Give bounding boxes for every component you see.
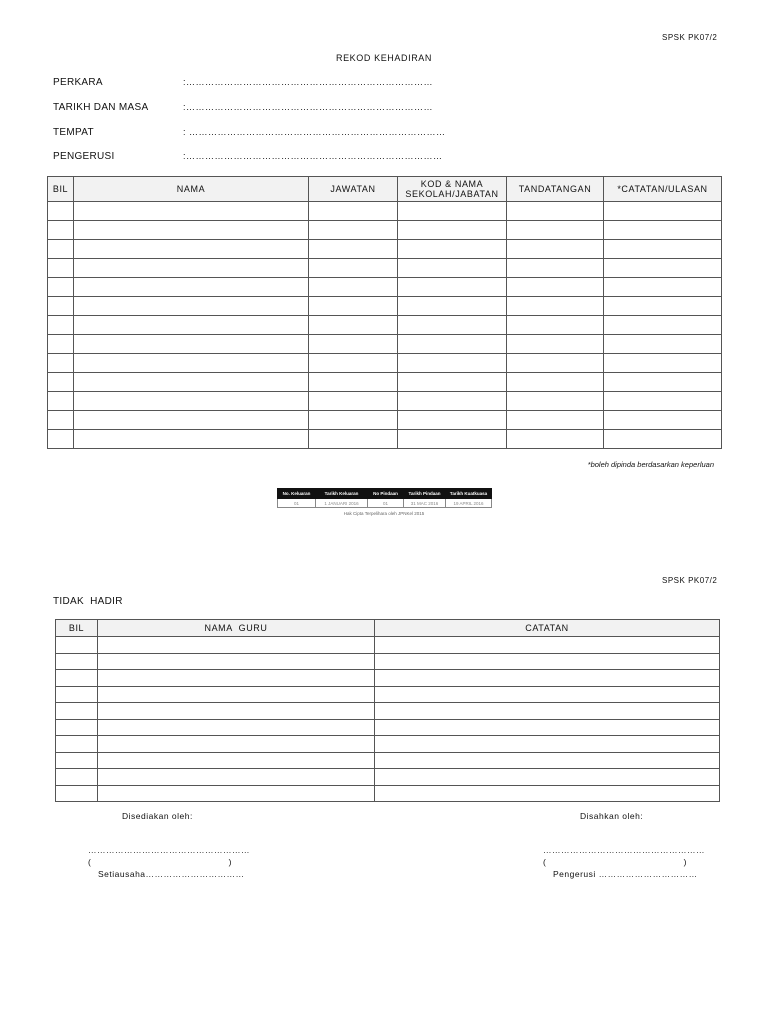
doc-code-page2: SPSK PK07/2	[662, 576, 718, 585]
table-row	[48, 354, 722, 373]
table-cell[interactable]	[604, 354, 722, 373]
table-cell[interactable]	[48, 411, 74, 430]
issue-value-tarikh-keluaran: 1 JANUARI 2016	[316, 499, 368, 508]
table-cell[interactable]	[398, 278, 507, 297]
table-cell[interactable]	[604, 373, 722, 392]
table-cell[interactable]	[375, 769, 720, 786]
table-cell[interactable]	[309, 240, 398, 259]
col-header-nama: NAMA	[74, 177, 309, 202]
table-row	[48, 259, 722, 278]
table-cell[interactable]	[98, 736, 375, 753]
absence-header-row	[56, 620, 720, 637]
table-cell[interactable]	[375, 736, 720, 753]
table-cell[interactable]	[48, 316, 74, 335]
prepared-by-signature-line[interactable]: ………………………………………………	[88, 845, 250, 855]
table-cell[interactable]	[56, 785, 98, 802]
table-row	[48, 202, 722, 221]
table-cell[interactable]	[98, 670, 375, 687]
approved-by-signature-line[interactable]: ………………………………………………	[543, 845, 705, 855]
table-cell[interactable]	[74, 411, 309, 430]
field-pengerusi[interactable]: :………………………………………………………………………	[183, 151, 443, 161]
table-cell[interactable]	[74, 221, 309, 240]
table-cell[interactable]	[398, 240, 507, 259]
issue-value-tarikh-pindaan: 31 MAC 2016	[404, 499, 446, 508]
table-cell[interactable]	[507, 392, 604, 411]
table-row	[56, 637, 720, 654]
table-cell[interactable]	[309, 202, 398, 221]
issue-header-no-pindaan: No Pindaan	[368, 489, 404, 499]
table-cell[interactable]	[507, 316, 604, 335]
table-cell[interactable]	[98, 785, 375, 802]
prepared-by-role: Setiausaha……………………………	[98, 869, 245, 879]
table-cell[interactable]	[604, 297, 722, 316]
table-cell[interactable]	[604, 278, 722, 297]
table-row	[48, 316, 722, 335]
table-row	[56, 769, 720, 786]
table-cell[interactable]	[375, 703, 720, 720]
col-header-catatan: *CATATAN/ULASAN	[604, 177, 722, 202]
footnote: *boleh dipinda berdasarkan keperluan	[587, 460, 714, 469]
table-cell[interactable]	[398, 335, 507, 354]
table-cell[interactable]	[507, 354, 604, 373]
table-cell[interactable]	[56, 736, 98, 753]
table-cell[interactable]	[98, 752, 375, 769]
table-row	[56, 785, 720, 802]
table-cell[interactable]	[56, 703, 98, 720]
table-row	[48, 430, 722, 449]
table-cell[interactable]	[98, 686, 375, 703]
attendance-table	[47, 176, 722, 449]
attendance-body	[48, 202, 722, 449]
table-cell[interactable]	[74, 354, 309, 373]
table-cell[interactable]	[309, 259, 398, 278]
table-cell[interactable]	[48, 430, 74, 449]
field-tempat[interactable]: : ………………………………………………………………………	[183, 127, 446, 137]
col-header-nama-guru: NAMA GURU	[98, 620, 375, 637]
field-label-tarikh-masa: TARIKH DAN MASA	[53, 102, 149, 113]
table-cell[interactable]	[48, 278, 74, 297]
table-cell[interactable]	[74, 297, 309, 316]
absence-body	[56, 637, 720, 802]
table-cell[interactable]	[375, 670, 720, 687]
table-cell[interactable]	[98, 653, 375, 670]
table-cell[interactable]	[375, 637, 720, 654]
table-cell[interactable]	[604, 316, 722, 335]
table-cell[interactable]	[74, 430, 309, 449]
table-cell[interactable]	[309, 354, 398, 373]
issue-header-no-keluaran: No. Keluaran	[278, 489, 316, 499]
prepared-by-label: Disediakan oleh:	[122, 811, 193, 821]
table-cell[interactable]	[48, 373, 74, 392]
table-row	[48, 411, 722, 430]
table-cell[interactable]	[375, 686, 720, 703]
table-cell[interactable]	[398, 392, 507, 411]
table-cell[interactable]	[48, 259, 74, 278]
table-cell[interactable]	[74, 259, 309, 278]
table-cell[interactable]	[48, 202, 74, 221]
section-heading-tidak-hadir: TIDAK HADIR	[53, 596, 123, 607]
approved-by-role: Pengerusi ……………………………	[553, 869, 698, 879]
table-cell[interactable]	[507, 278, 604, 297]
table-row	[56, 686, 720, 703]
table-cell[interactable]	[398, 354, 507, 373]
table-cell[interactable]	[604, 202, 722, 221]
table-cell[interactable]	[48, 297, 74, 316]
table-row	[48, 392, 722, 411]
table-cell[interactable]	[56, 653, 98, 670]
table-cell[interactable]	[74, 392, 309, 411]
table-cell[interactable]	[398, 430, 507, 449]
table-cell[interactable]	[309, 411, 398, 430]
prepared-by-name-bracket[interactable]: ( )	[88, 857, 233, 867]
table-cell[interactable]	[507, 221, 604, 240]
issue-value-no-keluaran: 01	[278, 499, 316, 508]
field-perkara[interactable]: :……………………………………………………………………	[183, 77, 434, 87]
table-cell[interactable]	[375, 719, 720, 736]
table-cell[interactable]	[398, 221, 507, 240]
table-row	[56, 719, 720, 736]
table-cell[interactable]	[398, 411, 507, 430]
table-cell[interactable]	[507, 411, 604, 430]
table-row	[56, 670, 720, 687]
doc-code-page1: SPSK PK07/2	[662, 33, 718, 42]
col-header-jawatan: JAWATAN	[309, 177, 398, 202]
table-cell[interactable]	[309, 430, 398, 449]
table-row	[48, 335, 722, 354]
copyright-note: Hak Cipta Terpelihara oleh JPNKel 2015	[343, 511, 425, 516]
table-cell[interactable]	[98, 637, 375, 654]
table-cell[interactable]	[48, 221, 74, 240]
table-cell[interactable]	[309, 335, 398, 354]
issue-table	[277, 488, 492, 508]
col-header-kod-nama-sekolah: KOD & NAMA SEKOLAH/JABATAN	[398, 177, 507, 202]
table-cell[interactable]	[309, 373, 398, 392]
field-tarikh-masa[interactable]: :……………………………………………………………………	[183, 102, 434, 112]
table-cell[interactable]	[375, 653, 720, 670]
table-cell[interactable]	[604, 430, 722, 449]
table-cell[interactable]	[604, 392, 722, 411]
table-cell[interactable]	[398, 297, 507, 316]
absence-table	[55, 619, 720, 802]
table-cell[interactable]	[398, 202, 507, 221]
col-header-catatan-absence: CATATAN	[375, 620, 720, 637]
table-row	[56, 736, 720, 753]
table-cell[interactable]	[56, 769, 98, 786]
table-cell[interactable]	[309, 392, 398, 411]
table-cell[interactable]	[309, 297, 398, 316]
issue-header-tarikh-kuatkuasa: Tarikh Kuatkuasa	[446, 489, 492, 499]
table-cell[interactable]	[74, 335, 309, 354]
table-row	[48, 278, 722, 297]
issue-value-tarikh-kuatkuasa: 19 APRIL 2016	[446, 499, 492, 508]
table-cell[interactable]	[74, 202, 309, 221]
table-cell[interactable]	[507, 335, 604, 354]
table-row	[48, 373, 722, 392]
table-cell[interactable]	[74, 373, 309, 392]
table-cell[interactable]	[98, 769, 375, 786]
table-row	[48, 297, 722, 316]
table-cell[interactable]	[375, 752, 720, 769]
table-cell[interactable]	[48, 335, 74, 354]
table-cell[interactable]	[98, 703, 375, 720]
field-label-perkara: PERKARA	[53, 77, 103, 88]
table-row	[48, 240, 722, 259]
col-header-tandatangan: TANDATANGAN	[507, 177, 604, 202]
table-cell[interactable]	[507, 202, 604, 221]
table-cell[interactable]	[604, 240, 722, 259]
table-cell[interactable]	[48, 392, 74, 411]
attendance-header-row	[48, 177, 722, 202]
table-cell[interactable]	[56, 719, 98, 736]
table-cell[interactable]	[507, 430, 604, 449]
table-cell[interactable]	[56, 752, 98, 769]
table-cell[interactable]	[604, 259, 722, 278]
table-cell[interactable]	[48, 354, 74, 373]
table-cell[interactable]	[507, 240, 604, 259]
table-cell[interactable]	[398, 373, 507, 392]
page-title: REKOD KEHADIRAN	[335, 53, 433, 63]
approved-by-name-bracket[interactable]: ( )	[543, 857, 688, 867]
issue-header-tarikh-pindaan: Tarikh Pindaan	[404, 489, 446, 499]
table-cell[interactable]	[56, 637, 98, 654]
table-cell[interactable]	[98, 719, 375, 736]
table-cell[interactable]	[74, 316, 309, 335]
table-row	[56, 653, 720, 670]
table-cell[interactable]	[309, 221, 398, 240]
table-cell[interactable]	[375, 785, 720, 802]
table-cell[interactable]	[74, 278, 309, 297]
table-cell[interactable]	[604, 221, 722, 240]
table-row	[56, 703, 720, 720]
table-cell[interactable]	[309, 316, 398, 335]
table-cell[interactable]	[507, 373, 604, 392]
table-cell[interactable]	[604, 411, 722, 430]
table-cell[interactable]	[56, 670, 98, 687]
table-cell[interactable]	[74, 240, 309, 259]
table-cell[interactable]	[604, 335, 722, 354]
table-row	[48, 221, 722, 240]
issue-value-no-pindaan: 01	[368, 499, 404, 508]
table-cell[interactable]	[48, 240, 74, 259]
issue-header-tarikh-keluaran: Tarikh Keluaran	[316, 489, 368, 499]
col-header-bil: BIL	[48, 177, 74, 202]
table-cell[interactable]	[507, 259, 604, 278]
approved-by-label: Disahkan oleh:	[580, 811, 644, 821]
table-cell[interactable]	[507, 297, 604, 316]
field-label-pengerusi: PENGERUSI	[53, 151, 115, 162]
col-header-bil-absence: BIL	[56, 620, 98, 637]
table-cell[interactable]	[56, 686, 98, 703]
table-row	[56, 752, 720, 769]
table-cell[interactable]	[398, 259, 507, 278]
field-label-tempat: TEMPAT	[53, 127, 94, 138]
table-cell[interactable]	[398, 316, 507, 335]
table-cell[interactable]	[309, 278, 398, 297]
